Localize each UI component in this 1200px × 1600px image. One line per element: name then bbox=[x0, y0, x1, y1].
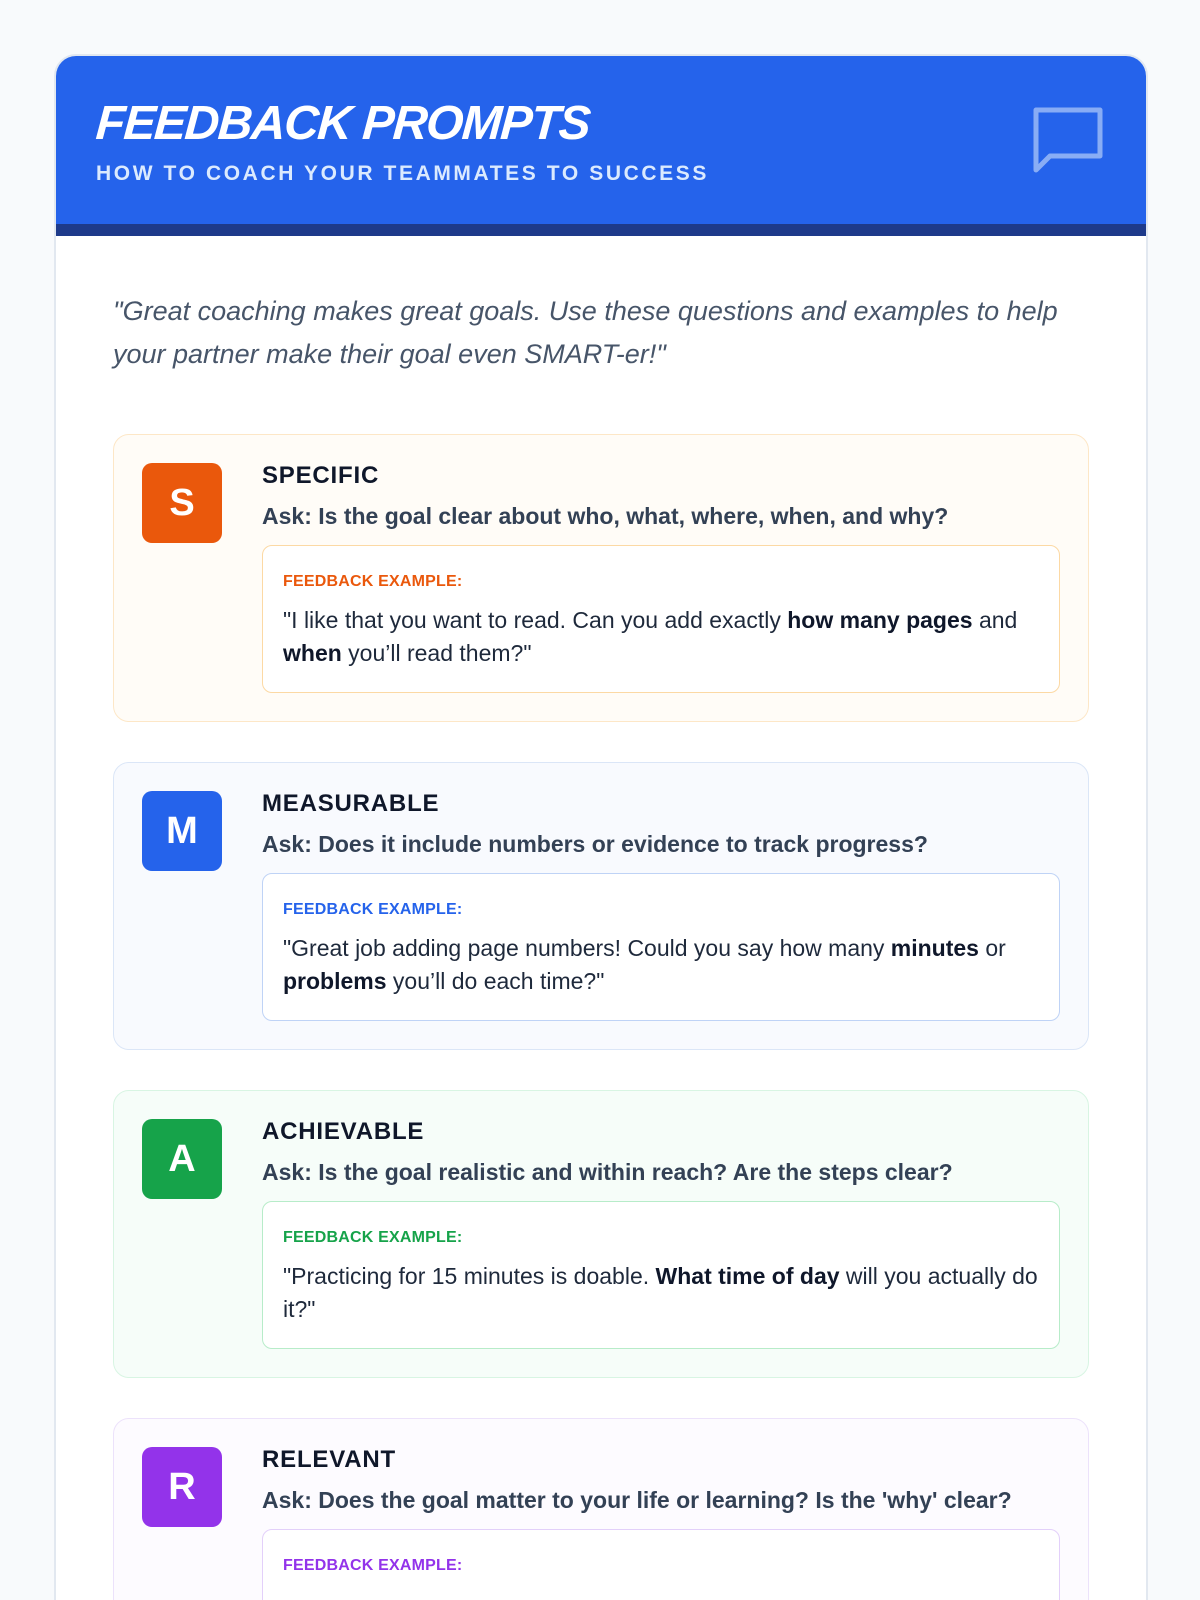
feedback-example-label: FEEDBACK EXAMPLE: bbox=[283, 901, 463, 919]
feedback-example-text: "I like that you want to read. Can you add exactly how many pages and when you’ll read them?" bbox=[283, 607, 1018, 667]
section-measurable bbox=[113, 762, 1089, 1050]
feedback-example-box bbox=[262, 545, 1060, 693]
section-specific bbox=[113, 434, 1089, 722]
feedback-example-box bbox=[262, 873, 1060, 1021]
feedback-example-label: FEEDBACK EXAMPLE: bbox=[283, 573, 463, 591]
section-question: Ask: Does it include numbers or evidence to track progress? bbox=[262, 831, 928, 858]
feedback-example-label: FEEDBACK EXAMPLE: bbox=[283, 1229, 463, 1247]
section-question: Ask: Is the goal realistic and within reach? Are the steps clear? bbox=[262, 1159, 953, 1186]
page-title: FEEDBACK PROMPTS bbox=[94, 97, 592, 150]
header-banner bbox=[56, 56, 1146, 236]
section-relevant bbox=[113, 1418, 1089, 1600]
feedback-prompts-card bbox=[54, 54, 1148, 1600]
section-title: SPECIFIC bbox=[262, 462, 380, 490]
section-title: MEASURABLE bbox=[262, 790, 440, 818]
feedback-example-text: "Great job adding page numbers! Could you say how many minutes or problems you’ll do each time?" bbox=[283, 935, 1006, 995]
letter-badge: R bbox=[142, 1447, 222, 1527]
section-question: Ask: Is the goal clear about who, what, where, when, and why? bbox=[262, 503, 949, 530]
section-achievable bbox=[113, 1090, 1089, 1378]
section-title: RELEVANT bbox=[262, 1446, 396, 1474]
feedback-example-text: "Practicing for 15 minutes is doable. What time of day will you actually do it?" bbox=[283, 1263, 1038, 1323]
intro-quote: "Great coaching makes great goals. Use these questions and examples to help your partner make their goal even SMART-er!" bbox=[113, 296, 1058, 370]
feedback-example-label: FEEDBACK EXAMPLE: bbox=[283, 1557, 463, 1575]
speech-bubble-icon bbox=[1030, 104, 1106, 176]
letter-badge: M bbox=[142, 791, 222, 871]
section-question: Ask: Does the goal matter to your life or learning? Is the 'why' clear? bbox=[262, 1487, 1012, 1514]
feedback-example-box bbox=[262, 1529, 1060, 1600]
feedback-example-box bbox=[262, 1201, 1060, 1349]
smart-sections bbox=[56, 434, 1146, 1600]
letter-badge: A bbox=[142, 1119, 222, 1199]
page-subtitle: HOW TO COACH YOUR TEAMMATES TO SUCCESS bbox=[96, 162, 709, 185]
letter-badge: S bbox=[142, 463, 222, 543]
section-title: ACHIEVABLE bbox=[262, 1118, 425, 1146]
